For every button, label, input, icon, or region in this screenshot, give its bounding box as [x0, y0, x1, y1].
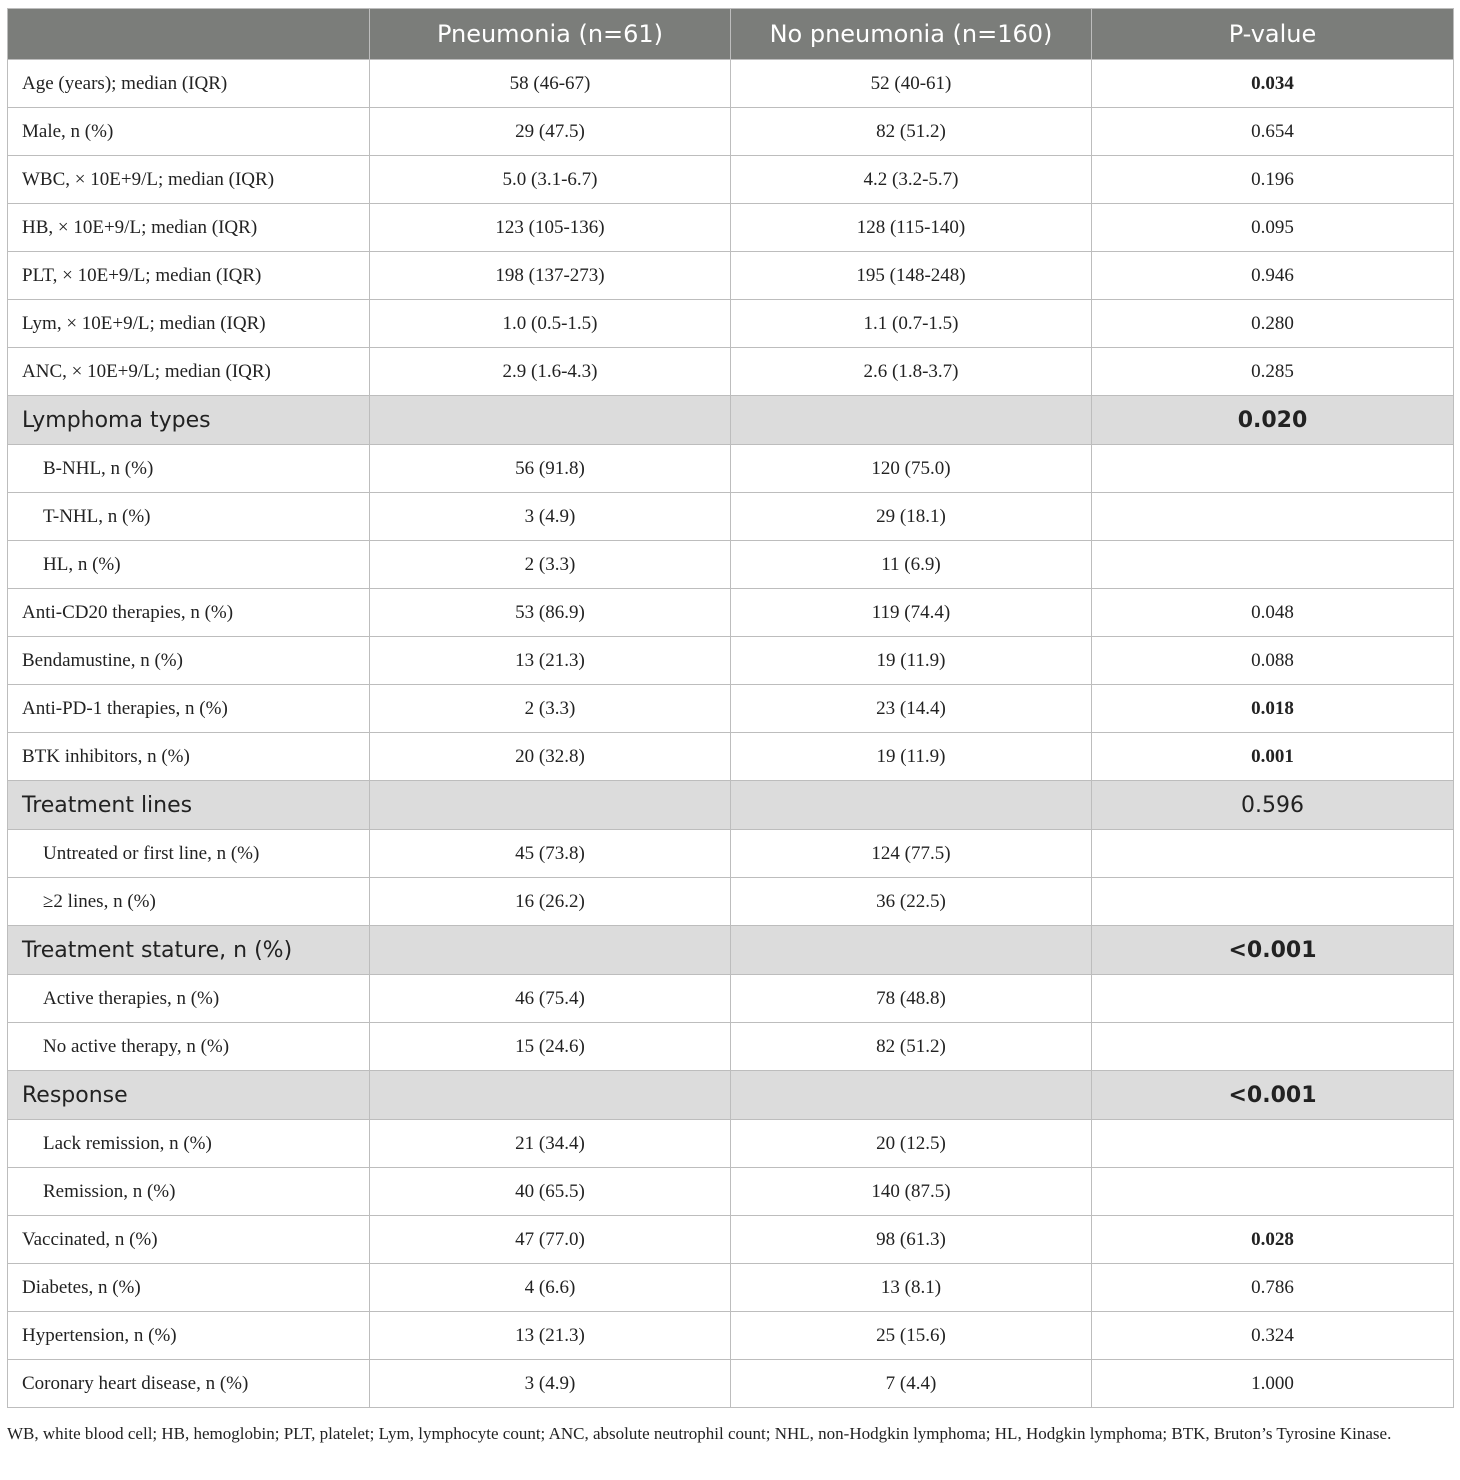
pneumonia-value: 15 (24.6) — [370, 1023, 731, 1071]
section-row — [8, 396, 1454, 445]
row-label: Untreated or first line, n (%) — [8, 830, 370, 878]
pneumonia-value: 47 (77.0) — [370, 1216, 731, 1264]
pneumonia-value: 40 (65.5) — [370, 1168, 731, 1216]
table-body — [8, 60, 1454, 1408]
table-row — [8, 637, 1454, 685]
p-value — [1092, 878, 1454, 926]
pneumonia-value: 56 (91.8) — [370, 445, 731, 493]
row-label: Treatment stature, n (%) — [8, 926, 370, 975]
no-pneumonia-value: 82 (51.2) — [731, 108, 1092, 156]
no-pneumonia-value: 2.6 (1.8-3.7) — [731, 348, 1092, 396]
row-label: Male, n (%) — [8, 108, 370, 156]
p-value — [1092, 975, 1454, 1023]
no-pneumonia-value: 23 (14.4) — [731, 685, 1092, 733]
row-label: HB, × 10E+9/L; median (IQR) — [8, 204, 370, 252]
no-pneumonia-value: 11 (6.9) — [731, 541, 1092, 589]
p-value — [1092, 445, 1454, 493]
p-value — [1092, 493, 1454, 541]
no-pneumonia-value: 140 (87.5) — [731, 1168, 1092, 1216]
p-value: 1.000 — [1092, 1360, 1454, 1408]
table-row — [8, 1168, 1454, 1216]
p-value: 0.280 — [1092, 300, 1454, 348]
table-row — [8, 830, 1454, 878]
row-label: ≥2 lines, n (%) — [8, 878, 370, 926]
section-row — [8, 781, 1454, 830]
p-value: 0.596 — [1092, 781, 1454, 830]
row-label: BTK inhibitors, n (%) — [8, 733, 370, 781]
row-label: Active therapies, n (%) — [8, 975, 370, 1023]
p-value: 0.654 — [1092, 108, 1454, 156]
row-label: Diabetes, n (%) — [8, 1264, 370, 1312]
row-label: T-NHL, n (%) — [8, 493, 370, 541]
pneumonia-value: 13 (21.3) — [370, 637, 731, 685]
p-value — [1092, 1023, 1454, 1071]
no-pneumonia-value: 119 (74.4) — [731, 589, 1092, 637]
p-value — [1092, 541, 1454, 589]
baseline-characteristics-table — [7, 8, 1454, 1408]
table-row — [8, 1216, 1454, 1264]
no-pneumonia-value: 13 (8.1) — [731, 1264, 1092, 1312]
pneumonia-value: 198 (137-273) — [370, 252, 731, 300]
no-pneumonia-value: 1.1 (0.7-1.5) — [731, 300, 1092, 348]
table-row — [8, 733, 1454, 781]
pneumonia-value — [370, 926, 731, 975]
table-row — [8, 300, 1454, 348]
pneumonia-value: 3 (4.9) — [370, 1360, 731, 1408]
pneumonia-value: 29 (47.5) — [370, 108, 731, 156]
row-label: WBC, × 10E+9/L; median (IQR) — [8, 156, 370, 204]
header-no-pneumonia: No pneumonia (n=160) — [731, 9, 1092, 60]
table-footnote: WB, white blood cell; HB, hemoglobin; PLT, platelet; Lym, lymphocyte count; ANC, absolute neutrophil count; NHL, non-Hodgkin lymphoma; HL, Hodgkin lymphoma; BTK, Bruton’s Tyrosine Kinase. — [7, 1424, 1392, 1443]
row-label: HL, n (%) — [8, 541, 370, 589]
pneumonia-value: 2.9 (1.6-4.3) — [370, 348, 731, 396]
no-pneumonia-value — [731, 396, 1092, 445]
row-label: B-NHL, n (%) — [8, 445, 370, 493]
p-value: 0.001 — [1092, 733, 1454, 781]
row-label: PLT, × 10E+9/L; median (IQR) — [8, 252, 370, 300]
header-pneumonia: Pneumonia (n=61) — [370, 9, 731, 60]
table-row — [8, 348, 1454, 396]
table-row — [8, 1023, 1454, 1071]
section-row — [8, 1071, 1454, 1120]
p-value: 0.786 — [1092, 1264, 1454, 1312]
no-pneumonia-value: 4.2 (3.2-5.7) — [731, 156, 1092, 204]
p-value: 0.088 — [1092, 637, 1454, 685]
row-label: ANC, × 10E+9/L; median (IQR) — [8, 348, 370, 396]
row-label: Lack remission, n (%) — [8, 1120, 370, 1168]
p-value — [1092, 830, 1454, 878]
table-row — [8, 204, 1454, 252]
p-value: 0.034 — [1092, 60, 1454, 108]
row-label: Vaccinated, n (%) — [8, 1216, 370, 1264]
table-container — [7, 8, 1453, 1408]
table-row — [8, 156, 1454, 204]
p-value: 0.018 — [1092, 685, 1454, 733]
no-pneumonia-value — [731, 926, 1092, 975]
no-pneumonia-value: 7 (4.4) — [731, 1360, 1092, 1408]
pneumonia-value: 2 (3.3) — [370, 685, 731, 733]
p-value: <0.001 — [1092, 1071, 1454, 1120]
no-pneumonia-value — [731, 781, 1092, 830]
no-pneumonia-value — [731, 1071, 1092, 1120]
row-label: Anti-PD-1 therapies, n (%) — [8, 685, 370, 733]
pneumonia-value — [370, 781, 731, 830]
table-row — [8, 60, 1454, 108]
row-label: Bendamustine, n (%) — [8, 637, 370, 685]
table-row — [8, 541, 1454, 589]
table-row — [8, 878, 1454, 926]
row-label: Treatment lines — [8, 781, 370, 830]
table-row — [8, 252, 1454, 300]
p-value: 0.196 — [1092, 156, 1454, 204]
pneumonia-value: 2 (3.3) — [370, 541, 731, 589]
table-row — [8, 685, 1454, 733]
table-row — [8, 493, 1454, 541]
table-row — [8, 1120, 1454, 1168]
pneumonia-value: 46 (75.4) — [370, 975, 731, 1023]
row-label: Response — [8, 1071, 370, 1120]
table-row — [8, 445, 1454, 493]
pneumonia-value: 13 (21.3) — [370, 1312, 731, 1360]
p-value: 0.048 — [1092, 589, 1454, 637]
table-row — [8, 1360, 1454, 1408]
table-row — [8, 975, 1454, 1023]
pneumonia-value: 45 (73.8) — [370, 830, 731, 878]
pneumonia-value: 123 (105-136) — [370, 204, 731, 252]
pneumonia-value — [370, 396, 731, 445]
pneumonia-value: 21 (34.4) — [370, 1120, 731, 1168]
p-value — [1092, 1120, 1454, 1168]
row-label: No active therapy, n (%) — [8, 1023, 370, 1071]
row-label: Lymphoma types — [8, 396, 370, 445]
pneumonia-value: 3 (4.9) — [370, 493, 731, 541]
table-row — [8, 108, 1454, 156]
no-pneumonia-value: 52 (40-61) — [731, 60, 1092, 108]
header-label — [8, 9, 370, 60]
pneumonia-value — [370, 1071, 731, 1120]
p-value: <0.001 — [1092, 926, 1454, 975]
row-label: Remission, n (%) — [8, 1168, 370, 1216]
row-label: Age (years); median (IQR) — [8, 60, 370, 108]
no-pneumonia-value: 98 (61.3) — [731, 1216, 1092, 1264]
p-value: 0.095 — [1092, 204, 1454, 252]
p-value: 0.946 — [1092, 252, 1454, 300]
no-pneumonia-value: 36 (22.5) — [731, 878, 1092, 926]
p-value — [1092, 1168, 1454, 1216]
no-pneumonia-value: 82 (51.2) — [731, 1023, 1092, 1071]
no-pneumonia-value: 120 (75.0) — [731, 445, 1092, 493]
section-row — [8, 926, 1454, 975]
no-pneumonia-value: 29 (18.1) — [731, 493, 1092, 541]
pneumonia-value: 58 (46-67) — [370, 60, 731, 108]
no-pneumonia-value: 128 (115-140) — [731, 204, 1092, 252]
header-row — [8, 9, 1454, 60]
no-pneumonia-value: 20 (12.5) — [731, 1120, 1092, 1168]
row-label: Lym, × 10E+9/L; median (IQR) — [8, 300, 370, 348]
table-row — [8, 1264, 1454, 1312]
pneumonia-value: 1.0 (0.5-1.5) — [370, 300, 731, 348]
table-row — [8, 1312, 1454, 1360]
row-label: Coronary heart disease, n (%) — [8, 1360, 370, 1408]
pneumonia-value: 4 (6.6) — [370, 1264, 731, 1312]
p-value: 0.285 — [1092, 348, 1454, 396]
pneumonia-value: 53 (86.9) — [370, 589, 731, 637]
no-pneumonia-value: 195 (148-248) — [731, 252, 1092, 300]
no-pneumonia-value: 78 (48.8) — [731, 975, 1092, 1023]
table-row — [8, 589, 1454, 637]
no-pneumonia-value: 19 (11.9) — [731, 733, 1092, 781]
pneumonia-value: 5.0 (3.1-6.7) — [370, 156, 731, 204]
p-value: 0.028 — [1092, 1216, 1454, 1264]
p-value: 0.020 — [1092, 396, 1454, 445]
no-pneumonia-value: 19 (11.9) — [731, 637, 1092, 685]
no-pneumonia-value: 124 (77.5) — [731, 830, 1092, 878]
row-label: Anti-CD20 therapies, n (%) — [8, 589, 370, 637]
header-p-value: P-value — [1092, 9, 1454, 60]
no-pneumonia-value: 25 (15.6) — [731, 1312, 1092, 1360]
p-value: 0.324 — [1092, 1312, 1454, 1360]
pneumonia-value: 16 (26.2) — [370, 878, 731, 926]
row-label: Hypertension, n (%) — [8, 1312, 370, 1360]
pneumonia-value: 20 (32.8) — [370, 733, 731, 781]
